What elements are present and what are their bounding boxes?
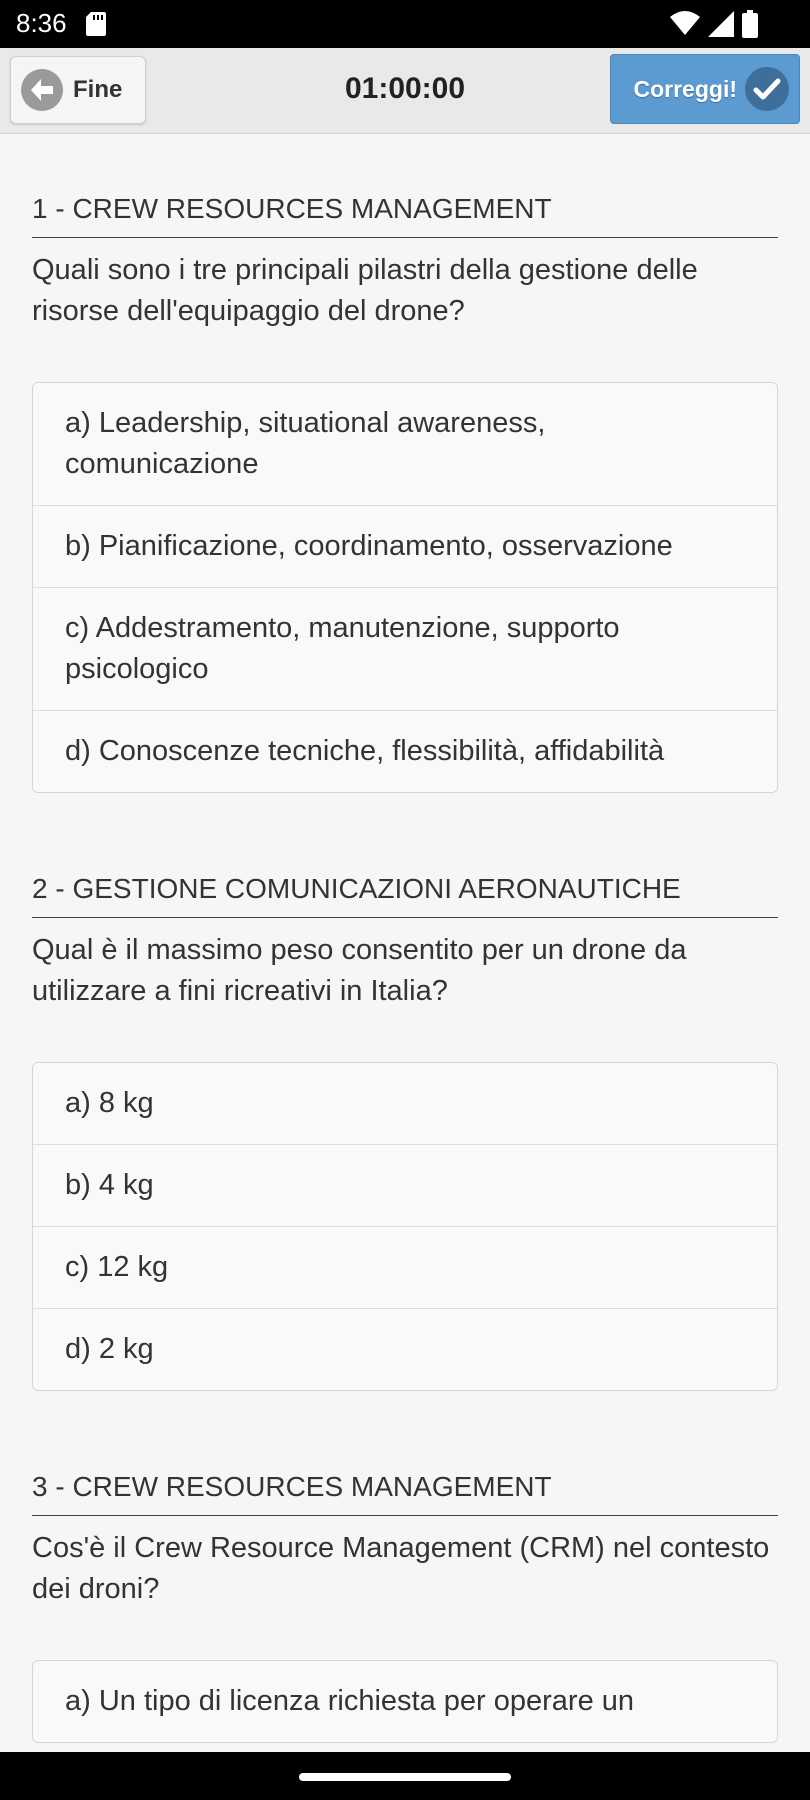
quiz-content[interactable]	[0, 135, 810, 1752]
question-title: 2 - GESTIONE COMUNICAZIONI AERONAUTICHE	[32, 873, 778, 918]
answer-option-a[interactable]: a) Leadership, situational awareness, comunicazione	[33, 383, 777, 506]
question-2	[0, 793, 810, 1391]
battery-icon	[742, 10, 758, 43]
answer-option-b[interactable]: b) Pianificazione, coordinamento, osservazione	[33, 506, 777, 588]
question-3	[0, 1391, 810, 1743]
answer-list	[32, 382, 778, 793]
answer-option-c[interactable]: c) Addestramento, manutenzione, supporto psicologico	[33, 588, 777, 711]
wifi-icon	[670, 11, 700, 42]
question-text: Quali sono i tre principali pilastri della gestione delle risorse dell'equipaggio del drone?	[32, 254, 698, 327]
answer-option-a[interactable]: a) Un tipo di licenza richiesta per operare un	[65, 1685, 635, 1717]
answer-option-c[interactable]: c) 12 kg	[33, 1227, 777, 1309]
system-nav-bar	[0, 1752, 810, 1800]
question-title: 3 - CREW RESOURCES MANAGEMENT	[32, 1471, 778, 1516]
answer-option-d[interactable]: d) Conoscenze tecniche, flessibilità, affidabilità	[65, 735, 665, 767]
correct-button[interactable]	[610, 54, 800, 124]
correct-button-label: Correggi!	[633, 75, 737, 102]
answer-list	[32, 1062, 778, 1391]
quiz-header	[0, 48, 810, 134]
question-title: 1 - CREW RESOURCES MANAGEMENT	[32, 193, 778, 238]
home-gesture-handle[interactable]	[299, 1773, 511, 1781]
answer-option-b[interactable]: b) 4 kg	[33, 1145, 777, 1227]
answer-list	[32, 1660, 778, 1743]
question-text: Qual è il massimo peso consentito per un drone da utilizzare a fini ricreativi in Italia?	[32, 934, 687, 1007]
signal-icon	[708, 11, 734, 42]
countdown-timer: 01:00:00	[344, 72, 466, 105]
question-1	[0, 135, 810, 793]
status-time: 8:36	[16, 8, 67, 38]
back-button-label: Fine	[73, 76, 123, 103]
answer-option-d[interactable]: d) 2 kg	[65, 1333, 154, 1365]
checkmark-icon	[745, 67, 789, 111]
status-bar	[0, 0, 810, 48]
question-text: Cos'è il Crew Resource Management (CRM) nel contesto dei droni?	[32, 1532, 770, 1605]
sd-card-icon	[86, 12, 106, 36]
answer-option-a[interactable]: a) 8 kg	[33, 1063, 777, 1145]
